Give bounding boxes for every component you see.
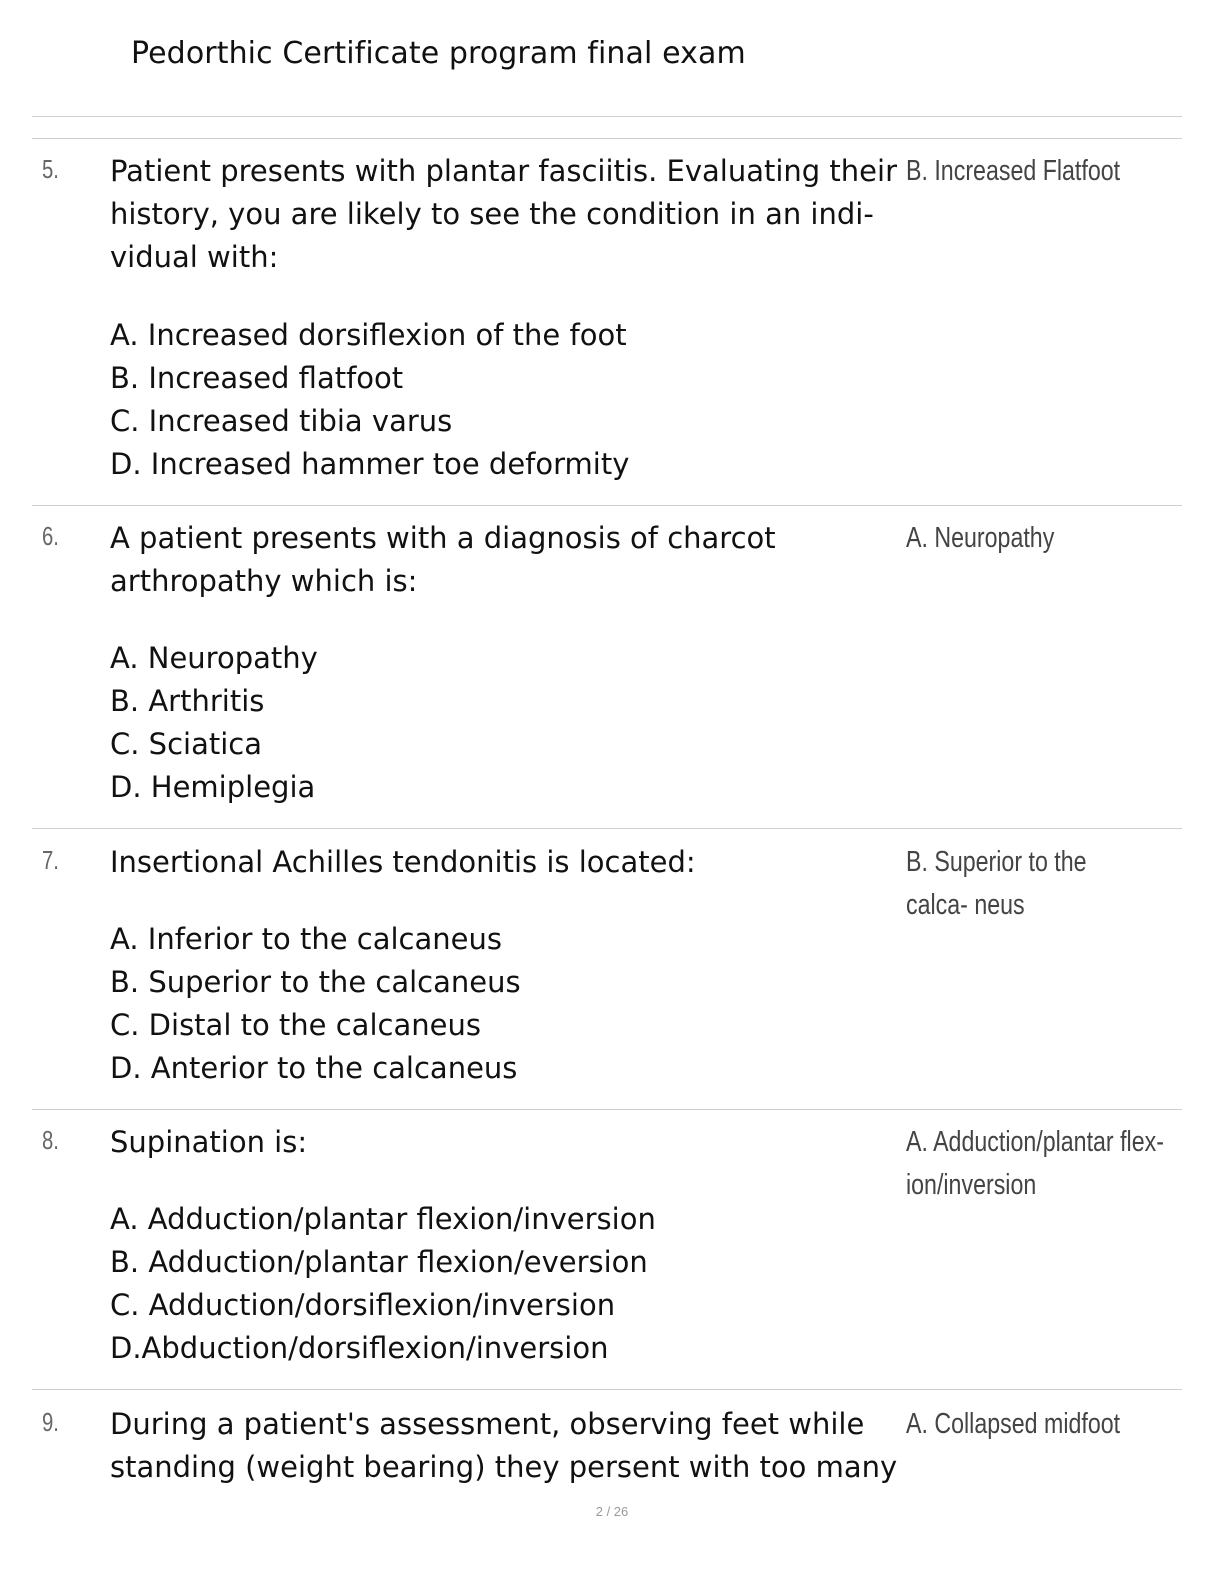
section-divider [32,138,1182,139]
question-text: Patient presents with plantar fasciitis. Evaluating their history, you are likely to see the condition in an indi- vidual with: [110,154,897,274]
option-b: B. Adduction/plantar flexion/eversion [110,1245,648,1279]
option-a: A. Inferior to the calcaneus [110,922,502,956]
question-text: Insertional Achilles tendonitis is located: [110,845,696,879]
answer-options [110,314,910,486]
option-d: D. Increased hammer toe deformity [110,447,630,481]
question-number: 9. [42,1407,59,1437]
option-c: C. Sciatica [110,727,263,761]
option-d: D.Abduction/dorsiflexion/inversion [110,1331,609,1365]
answer-options [110,637,910,809]
option-b: B. Superior to the calcaneus [110,965,521,999]
question-number: 5. [42,154,59,184]
option-c: C. Increased tibia varus [110,404,453,438]
option-c: C. Adduction/dorsiflexion/inversion [110,1288,616,1322]
option-d: D. Hemiplegia [110,770,316,804]
question-text: Supination is: [110,1125,308,1159]
correct-answer: B. Superior to the calca- neus [906,846,1087,921]
correct-answer: B. Increased Flatfoot [906,155,1121,187]
question-divider [32,1389,1182,1390]
question-divider [32,1109,1182,1110]
question-divider [32,828,1182,829]
option-d: D. Anterior to the calcaneus [110,1051,518,1085]
option-b: B. Increased flatfoot [110,361,404,395]
option-a: A. Increased dorsiflexion of the foot [110,318,627,352]
question-number: 8. [42,1125,59,1155]
question-number: 7. [42,845,59,875]
option-c: C. Distal to the calcaneus [110,1008,481,1042]
page-title: Pedorthic Certificate program final exam [131,36,746,71]
answer-options [110,1198,910,1370]
correct-answer: A. Collapsed midfoot [906,1408,1121,1440]
page-number: 2 / 26 [595,1504,629,1519]
question-number: 6. [42,521,59,551]
option-a: A. Adduction/plantar flexion/inversion [110,1202,656,1236]
option-a: A. Neuropathy [110,641,318,675]
answer-options [110,918,910,1090]
correct-answer: A. Neuropathy [906,522,1055,554]
question-text: A patient presents with a diagnosis of charcot arthropathy which is: [110,521,776,598]
header-divider [32,116,1182,117]
question-divider [32,505,1182,506]
correct-answer: A. Adduction/plantar flex- ion/inversion [906,1126,1164,1201]
question-text: During a patient's assessment, observing feet while standing (weight bearing) they persent with too many [110,1407,898,1484]
option-b: B. Arthritis [110,684,265,718]
